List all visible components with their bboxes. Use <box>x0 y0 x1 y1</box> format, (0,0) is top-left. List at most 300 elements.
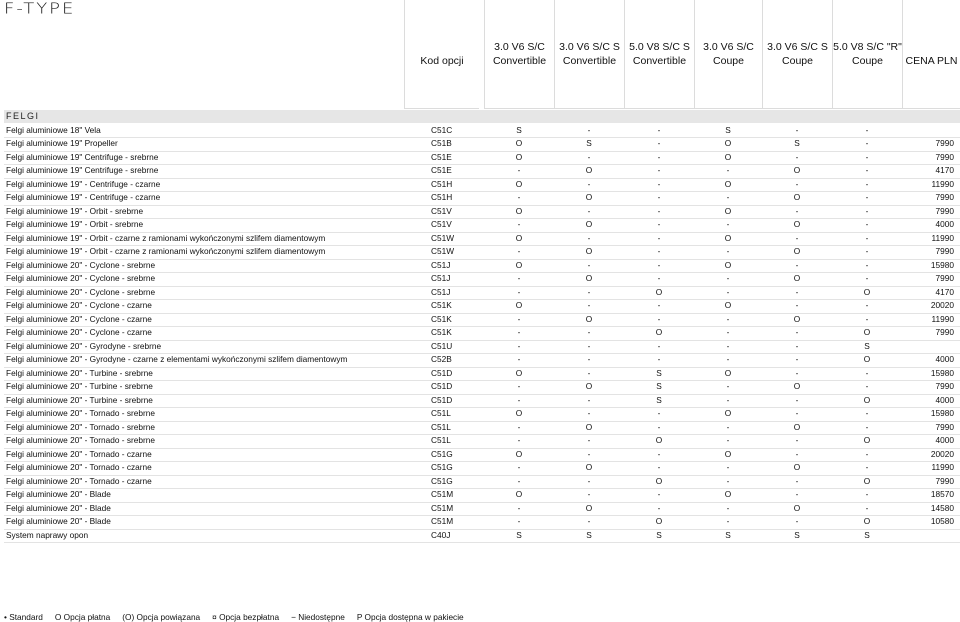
availability-cell: - <box>865 259 869 270</box>
table-row <box>4 218 960 233</box>
option-name: Felgi aluminiowe 19" - Orbit - srebrne <box>6 219 144 229</box>
availability-cell: O <box>793 273 801 283</box>
option-name: Felgi aluminiowe 19" Propeller <box>6 138 118 148</box>
availability-cell: - <box>726 394 730 405</box>
availability-cell: - <box>657 151 661 162</box>
option-price: 11990 <box>931 178 954 189</box>
availability-cell: - <box>517 313 521 324</box>
option-price: 4000 <box>935 394 954 405</box>
availability-cell: - <box>865 165 869 175</box>
availability-cell: - <box>657 165 661 175</box>
availability-cell: - <box>517 475 521 486</box>
header-col2-line1: 3.0 V6 S/C S <box>559 41 620 53</box>
availability-cell: O <box>585 421 593 432</box>
availability-cell: O <box>793 313 801 324</box>
availability-cell: - <box>795 475 799 486</box>
table-row <box>4 124 960 139</box>
header-col5 <box>762 0 832 109</box>
availability-cell: - <box>726 327 730 337</box>
availability-cell: O <box>515 259 523 270</box>
availability-cell: - <box>587 489 591 499</box>
availability-cell: O <box>863 286 871 297</box>
availability-cell: - <box>657 489 661 499</box>
availability-cell: S <box>864 340 870 351</box>
availability-cell: O <box>724 367 732 378</box>
availability-cell: - <box>795 124 799 135</box>
availability-cell: - <box>517 394 521 405</box>
option-name: Felgi aluminiowe 20" - Tornado - srebrne <box>6 435 155 445</box>
option-name: Felgi aluminiowe 20" - Cyclone - czarne <box>6 327 152 337</box>
table-row <box>4 529 960 544</box>
option-name: Felgi aluminiowe 20" - Cyclone - czarne <box>6 313 152 324</box>
availability-cell: - <box>795 367 799 378</box>
availability-cell: - <box>657 219 661 229</box>
header-col3 <box>624 0 694 109</box>
legend-free-option: ¤ Opcja bezpłatna <box>212 612 280 622</box>
availability-cell: - <box>865 138 869 148</box>
availability-cell: - <box>726 462 730 472</box>
option-name: Felgi aluminiowe 19" - Centrifuge - czarne <box>6 192 161 202</box>
table-row <box>4 286 960 301</box>
table-row <box>4 380 960 395</box>
availability-cell: O <box>863 516 871 526</box>
availability-cell: - <box>657 462 661 472</box>
table-row <box>4 164 960 179</box>
header-col4-line1: 3.0 V6 S/C <box>703 41 754 53</box>
header-col6-line1: 5.0 V8 S/C "R" <box>833 41 902 53</box>
availability-cell: - <box>726 516 730 526</box>
option-code: C51D <box>431 367 453 378</box>
availability-cell: O <box>793 462 801 472</box>
availability-cell: - <box>587 475 591 486</box>
availability-cell: O <box>724 205 732 216</box>
option-code: C51J <box>431 259 451 270</box>
availability-cell: O <box>585 381 593 391</box>
availability-cell: - <box>517 327 521 337</box>
availability-cell: - <box>587 327 591 337</box>
option-price: 7990 <box>935 475 954 486</box>
availability-cell: O <box>863 354 871 364</box>
option-code: C51E <box>431 165 452 175</box>
availability-cell: O <box>515 178 523 189</box>
availability-cell: O <box>515 300 523 310</box>
availability-cell: O <box>585 313 593 324</box>
availability-cell: - <box>726 246 730 256</box>
option-price: 4170 <box>935 286 954 297</box>
table-row <box>4 434 960 449</box>
availability-cell: - <box>726 354 730 364</box>
availability-cell: - <box>865 246 869 256</box>
option-name: Felgi aluminiowe 20" - Gyrodyne - srebrne <box>6 340 162 351</box>
option-name: Felgi aluminiowe 20" - Blade <box>6 502 111 513</box>
availability-cell: - <box>865 489 869 499</box>
table-row <box>4 272 960 287</box>
option-price: 4170 <box>935 165 954 175</box>
availability-cell: O <box>585 165 593 175</box>
table-row <box>4 367 960 382</box>
availability-cell: - <box>795 232 799 243</box>
availability-cell: - <box>517 462 521 472</box>
availability-cell: - <box>517 502 521 513</box>
option-code: C51H <box>431 192 453 202</box>
header-col5-line2: Coupe <box>782 55 813 67</box>
availability-cell: - <box>587 408 591 418</box>
availability-cell: - <box>587 394 591 405</box>
header-price-label: CENA PLN <box>905 55 958 67</box>
availability-cell: - <box>657 246 661 256</box>
availability-cell: O <box>655 327 663 337</box>
option-name: Felgi aluminiowe 18" Vela <box>6 124 101 135</box>
header-price <box>902 0 960 109</box>
availability-cell: - <box>865 178 869 189</box>
availability-cell: - <box>587 232 591 243</box>
availability-cell: - <box>726 286 730 297</box>
option-price: 4000 <box>935 435 954 445</box>
option-price: 4000 <box>935 219 954 229</box>
option-name: Felgi aluminiowe 20" - Tornado - srebrne <box>6 408 155 418</box>
table-row <box>4 340 960 355</box>
availability-cell: - <box>726 475 730 486</box>
availability-cell: - <box>795 259 799 270</box>
header-col4-line2: Coupe <box>713 55 744 67</box>
availability-cell: - <box>795 516 799 526</box>
availability-cell: - <box>795 448 799 459</box>
availability-cell: - <box>795 151 799 162</box>
option-code: C51C <box>431 124 453 135</box>
table-row <box>4 151 960 166</box>
availability-cell: - <box>657 300 661 310</box>
availability-cell: - <box>795 205 799 216</box>
option-code: C51G <box>431 448 453 459</box>
availability-cell: - <box>657 205 661 216</box>
availability-cell: O <box>515 448 523 459</box>
header-col3-line2: Convertible <box>632 55 687 67</box>
header-col1-line1: 3.0 V6 S/C <box>494 41 545 53</box>
availability-cell: - <box>726 273 730 283</box>
availability-cell: S <box>516 124 522 135</box>
option-name: Felgi aluminiowe 20" - Cyclone - srebrne <box>6 273 156 283</box>
availability-cell: - <box>865 313 869 324</box>
table-row <box>4 475 960 490</box>
availability-cell: - <box>587 178 591 189</box>
availability-cell: O <box>585 273 593 283</box>
option-code: C51M <box>431 516 454 526</box>
option-price: 11990 <box>931 462 954 472</box>
availability-cell: S <box>794 138 800 148</box>
option-name: Felgi aluminiowe 20" - Tornado - czarne <box>6 462 152 472</box>
availability-cell: O <box>515 489 523 499</box>
legend-unavailable: − Niedostępne <box>291 612 345 622</box>
availability-cell: - <box>657 192 661 202</box>
availability-cell: - <box>795 435 799 445</box>
option-name: Felgi aluminiowe 19" Centrifuge - srebrne <box>6 165 159 175</box>
option-name: Felgi aluminiowe 19" - Orbit - czarne z ramionami wykończonymi szlifem diamentowym <box>6 232 326 243</box>
option-price: 15980 <box>930 367 954 378</box>
table-row <box>4 353 960 368</box>
legend <box>4 612 464 622</box>
availability-cell: - <box>865 408 869 418</box>
availability-cell: - <box>517 273 521 283</box>
table-row <box>4 394 960 409</box>
availability-cell: - <box>657 124 661 135</box>
table-row <box>4 299 960 314</box>
option-code: C51K <box>431 313 452 324</box>
availability-cell: - <box>517 246 521 256</box>
option-price: 15980 <box>930 259 954 270</box>
availability-cell: - <box>865 192 869 202</box>
option-code: C51K <box>431 327 452 337</box>
availability-cell: O <box>515 367 523 378</box>
availability-cell: - <box>865 502 869 513</box>
header-col2 <box>554 0 624 109</box>
option-price: 10580 <box>930 516 954 526</box>
option-price: 7990 <box>935 205 954 216</box>
option-code: C51W <box>431 246 455 256</box>
option-price: 20020 <box>930 300 954 310</box>
option-price: 18570 <box>930 489 954 499</box>
availability-cell: O <box>655 286 663 297</box>
availability-cell: - <box>657 340 661 351</box>
option-code: C51L <box>431 408 451 418</box>
option-price: 11990 <box>931 232 954 243</box>
availability-cell: O <box>793 421 801 432</box>
option-code: C51K <box>431 300 452 310</box>
availability-cell: O <box>515 138 523 148</box>
header-col1 <box>484 0 554 109</box>
availability-cell: O <box>793 381 801 391</box>
option-code: C51H <box>431 178 453 189</box>
availability-cell: O <box>793 165 801 175</box>
option-name: Felgi aluminiowe 20" - Blade <box>6 516 111 526</box>
availability-cell: - <box>726 219 730 229</box>
availability-cell: S <box>656 381 662 391</box>
option-name: Felgi aluminiowe 20" - Blade <box>6 489 111 499</box>
availability-cell: S <box>586 529 592 540</box>
option-code: C52B <box>431 354 452 364</box>
brand-logo: F-TYPE <box>4 0 76 18</box>
table-row <box>4 421 960 436</box>
availability-cell: - <box>795 354 799 364</box>
option-code: C51U <box>431 340 453 351</box>
availability-cell: - <box>865 273 869 283</box>
option-code: C51G <box>431 475 453 486</box>
availability-cell: S <box>794 529 800 540</box>
availability-cell: - <box>587 516 591 526</box>
option-name: Felgi aluminiowe 20" - Tornado - srebrne <box>6 421 155 432</box>
availability-cell: - <box>517 354 521 364</box>
option-name: Felgi aluminiowe 20" - Tornado - czarne <box>6 448 152 459</box>
availability-cell: O <box>724 408 732 418</box>
availability-cell: O <box>793 219 801 229</box>
availability-cell: - <box>865 300 869 310</box>
availability-cell: - <box>587 354 591 364</box>
availability-cell: - <box>726 313 730 324</box>
availability-cell: O <box>515 205 523 216</box>
legend-linked-option: (O) Opcja powiązana <box>122 612 201 622</box>
table-row <box>4 502 960 517</box>
legend-paid-option: O Opcja płatna <box>54 612 111 622</box>
header-col6-line2: Coupe <box>852 55 883 67</box>
availability-cell: O <box>724 138 732 148</box>
header-col4 <box>694 0 762 109</box>
option-name: Felgi aluminiowe 19" - Orbit - czarne z ramionami wykończonymi szlifem diamentowym <box>6 246 326 256</box>
availability-cell: O <box>585 246 593 256</box>
table-row <box>4 178 960 193</box>
availability-cell: S <box>864 529 870 540</box>
availability-cell: O <box>863 394 871 405</box>
availability-cell: - <box>865 205 869 216</box>
availability-cell: O <box>585 219 593 229</box>
availability-cell: - <box>795 327 799 337</box>
availability-cell: - <box>726 502 730 513</box>
availability-cell: - <box>865 367 869 378</box>
availability-cell: S <box>725 124 731 135</box>
option-code: C51B <box>431 138 452 148</box>
availability-cell: - <box>517 516 521 526</box>
header-code <box>404 0 479 109</box>
availability-cell: O <box>724 300 732 310</box>
availability-cell: O <box>655 475 663 486</box>
availability-cell: O <box>515 151 523 162</box>
availability-cell: - <box>865 232 869 243</box>
option-code: C51D <box>431 381 453 391</box>
option-name: Felgi aluminiowe 19" - Orbit - srebrne <box>6 205 144 216</box>
table-row <box>4 448 960 463</box>
availability-cell: - <box>657 232 661 243</box>
availability-cell: - <box>517 286 521 297</box>
option-name: Felgi aluminiowe 20" - Cyclone - czarne <box>6 300 152 310</box>
availability-cell: S <box>586 138 592 148</box>
availability-cell: - <box>587 124 591 135</box>
option-name: Felgi aluminiowe 20" - Cyclone - srebrne <box>6 286 156 297</box>
availability-cell: O <box>585 462 593 472</box>
availability-cell: S <box>725 529 731 540</box>
option-name: Felgi aluminiowe 20" - Turbine - srebrne <box>6 394 153 405</box>
option-name: System naprawy opon <box>6 529 89 540</box>
availability-cell: - <box>657 354 661 364</box>
availability-cell: O <box>724 489 732 499</box>
option-code: C51L <box>431 435 451 445</box>
option-price: 20020 <box>930 448 954 459</box>
availability-cell: - <box>726 381 730 391</box>
table-row <box>4 232 960 247</box>
table-row <box>4 488 960 503</box>
availability-cell: - <box>657 178 661 189</box>
option-code: C51M <box>431 502 454 513</box>
availability-cell: - <box>517 381 521 391</box>
availability-cell: - <box>587 340 591 351</box>
availability-cell: - <box>865 462 869 472</box>
availability-cell: - <box>795 300 799 310</box>
availability-cell: - <box>587 448 591 459</box>
option-code: C51V <box>431 205 452 216</box>
availability-cell: - <box>517 219 521 229</box>
availability-cell: - <box>587 286 591 297</box>
availability-cell: - <box>795 286 799 297</box>
availability-cell: - <box>726 192 730 202</box>
availability-cell: O <box>863 435 871 445</box>
table-row <box>4 407 960 422</box>
availability-cell: - <box>865 421 869 432</box>
table-row <box>4 137 960 152</box>
availability-cell: - <box>795 178 799 189</box>
availability-cell: O <box>863 475 871 486</box>
availability-cell: - <box>587 367 591 378</box>
option-code: C51E <box>431 151 452 162</box>
option-price: 11990 <box>931 313 954 324</box>
availability-cell: - <box>587 151 591 162</box>
header-col1-line2: Convertible <box>492 55 547 67</box>
availability-cell: O <box>724 448 732 459</box>
availability-cell: - <box>865 151 869 162</box>
availability-cell: O <box>724 178 732 189</box>
table-row <box>4 515 960 530</box>
availability-cell: - <box>726 435 730 445</box>
option-code: C51L <box>431 421 451 432</box>
option-price: 7990 <box>935 421 954 432</box>
option-code: C51D <box>431 394 453 405</box>
availability-cell: - <box>657 502 661 513</box>
table-row <box>4 245 960 260</box>
option-name: Felgi aluminiowe 19" Centrifuge - srebrne <box>6 151 159 162</box>
header-code-label: Kod opcji <box>420 55 464 67</box>
availability-cell: O <box>724 232 732 243</box>
availability-cell: - <box>657 421 661 432</box>
option-name: Felgi aluminiowe 20" - Tornado - czarne <box>6 475 152 486</box>
legend-standard: • Standard <box>4 612 43 622</box>
table-row <box>4 461 960 476</box>
option-price: 7990 <box>935 381 954 391</box>
availability-cell: - <box>726 340 730 351</box>
availability-cell: - <box>795 489 799 499</box>
availability-cell: O <box>655 435 663 445</box>
table-row <box>4 205 960 220</box>
option-code: C51V <box>431 219 452 229</box>
option-code: C40J <box>431 529 451 540</box>
option-code: C51G <box>431 462 453 472</box>
availability-cell: - <box>587 300 591 310</box>
availability-cell: O <box>863 327 871 337</box>
legend-package-option: P Opcja dostępna w pakiecie <box>356 612 464 622</box>
availability-cell: - <box>517 165 521 175</box>
availability-cell: - <box>865 381 869 391</box>
option-price: 7990 <box>935 327 954 337</box>
option-price: 7990 <box>935 273 954 283</box>
table-row <box>4 259 960 274</box>
availability-cell: - <box>726 421 730 432</box>
section-title: FELGI <box>4 110 960 123</box>
availability-cell: S <box>656 367 662 378</box>
option-price: 7990 <box>935 246 954 256</box>
availability-cell: - <box>795 394 799 405</box>
availability-cell: O <box>585 192 593 202</box>
option-price: 7990 <box>935 151 954 162</box>
availability-cell: - <box>657 408 661 418</box>
availability-cell: O <box>724 151 732 162</box>
header-col3-line1: 5.0 V8 S/C S <box>629 41 690 53</box>
availability-cell: - <box>865 448 869 459</box>
availability-cell: - <box>657 448 661 459</box>
option-name: Felgi aluminiowe 20" - Turbine - srebrne <box>6 381 153 391</box>
table-row <box>4 191 960 206</box>
availability-cell: - <box>517 340 521 351</box>
option-price: 4000 <box>935 354 954 364</box>
header-col2-line2: Convertible <box>562 55 617 67</box>
option-name: Felgi aluminiowe 20" - Turbine - srebrne <box>6 367 153 378</box>
availability-cell: O <box>793 192 801 202</box>
table-row <box>4 326 960 341</box>
availability-cell: - <box>657 259 661 270</box>
